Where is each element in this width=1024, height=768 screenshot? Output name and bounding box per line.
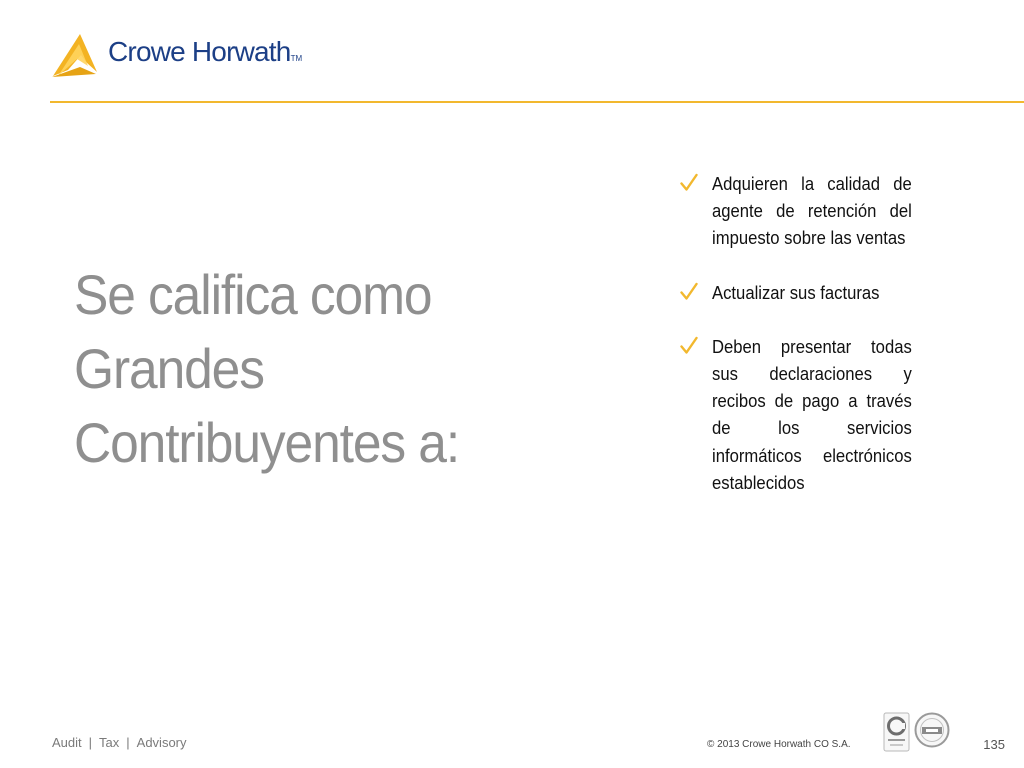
slide-title-line: Se califica como bbox=[74, 263, 432, 326]
checkmark-icon bbox=[680, 173, 698, 193]
slide-title bbox=[74, 258, 479, 480]
service-audit: Audit bbox=[52, 735, 82, 750]
copyright-text: © 2013 Crowe Horwath CO S.A. bbox=[707, 739, 851, 750]
checkmark-icon bbox=[680, 336, 698, 356]
crowe-horwath-logo-mark-icon bbox=[50, 32, 108, 78]
iso-certification-icon bbox=[883, 712, 910, 752]
iqnet-certification-icon bbox=[914, 712, 950, 748]
service-advisory: Advisory bbox=[136, 735, 187, 750]
service-tax: Tax bbox=[99, 735, 120, 750]
obligation-text: Deben presentar todas sus declaraciones y recibos de pago a través de los servicios informáticos electrónicos establecidos bbox=[712, 335, 912, 493]
obligation-text: Adquieren la calidad de agente de retención del impuesto sobre las ventas bbox=[712, 173, 912, 249]
service-lines bbox=[52, 735, 187, 750]
brand-name: Crowe Horwath bbox=[108, 36, 291, 67]
checkmark-icon bbox=[680, 282, 698, 302]
obligation-item bbox=[680, 333, 912, 496]
obligations-list bbox=[680, 170, 912, 523]
logo-wordmark bbox=[108, 36, 302, 68]
service-separator: | bbox=[126, 735, 130, 750]
slide-title-line: Grandes bbox=[74, 337, 264, 400]
page-number: 135 bbox=[983, 737, 1005, 752]
obligation-item bbox=[680, 170, 912, 252]
brand-trademark: TM bbox=[290, 54, 303, 63]
slide-title-line: Contribuyentes a: bbox=[74, 411, 460, 474]
obligation-item bbox=[680, 279, 912, 306]
obligation-text: Actualizar sus facturas bbox=[712, 281, 880, 303]
crowe-horwath-logo bbox=[50, 32, 330, 78]
header-divider bbox=[50, 101, 1024, 103]
service-separator: | bbox=[88, 735, 93, 750]
